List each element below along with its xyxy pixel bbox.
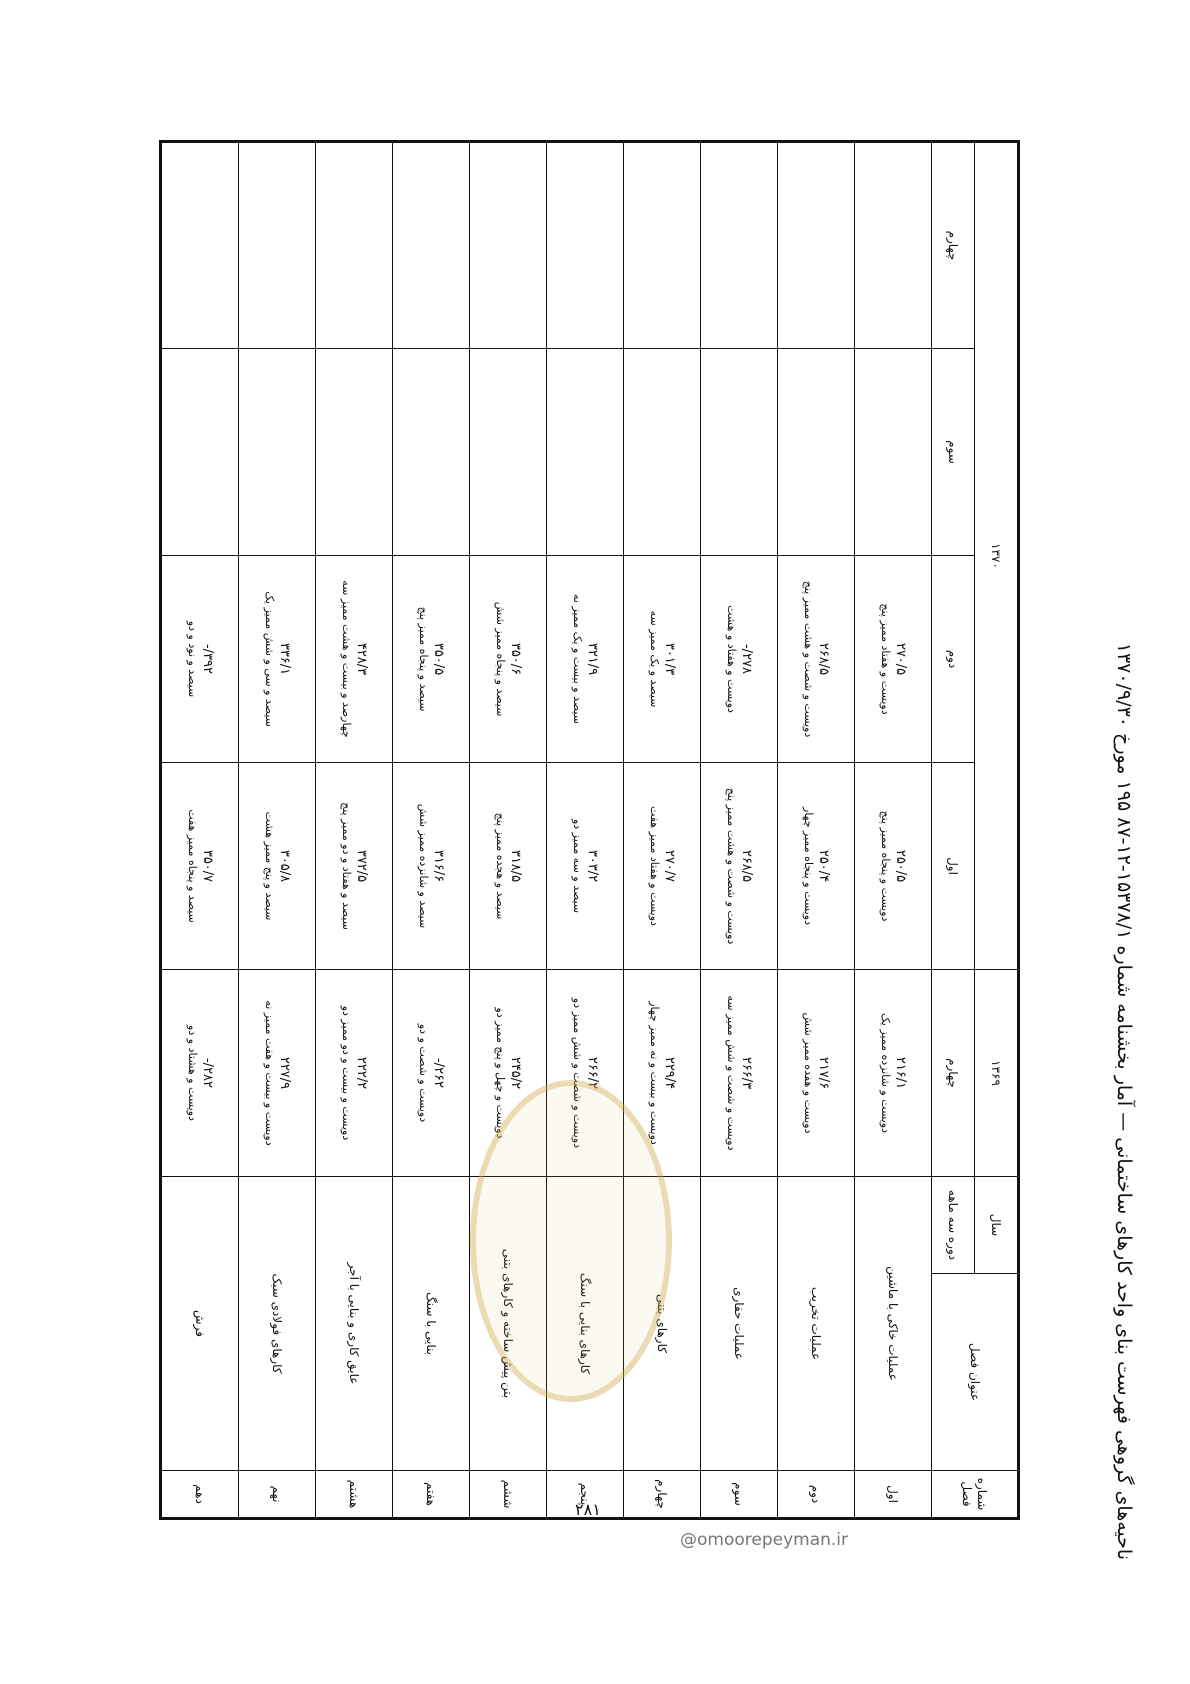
cell-empty [239, 349, 316, 556]
cell-value [701, 970, 778, 1177]
cell-value [316, 763, 393, 970]
row-number: سوم [701, 1471, 778, 1519]
header-quarter-label: دوره سه ماهه [932, 1177, 975, 1274]
value-number: ۳۷۲/۵ [354, 849, 369, 883]
value-number: ۳۲۱/۹ [585, 642, 600, 676]
cell-value [161, 970, 239, 1177]
cell-value [393, 556, 470, 763]
value-words: سیصد و سی و شش ممیز یک [262, 591, 276, 727]
value-words: دویست و بیست و هفت ممیز نه [262, 1000, 276, 1146]
header-year-1369: ۱۳۶۹ [975, 970, 1019, 1177]
value-words: سیصد و پنجاه ممیز شش [493, 601, 507, 717]
cell-empty [701, 142, 778, 349]
value-number: ۲۷۰/۵ [893, 642, 908, 676]
value-words: سیصد و شانزده ممیز شش [416, 803, 430, 929]
value-number: ۲۶۶/۲ [585, 1056, 600, 1090]
value-number: ۳۰۱/۳ [662, 642, 677, 676]
header-row-years [975, 142, 1019, 1519]
row-number: دهم [161, 1471, 239, 1519]
value-words: دویست و شصت و شش ممیز دو [570, 997, 584, 1149]
value-words: دویست و شصت و دو [416, 1023, 430, 1123]
cell-value [855, 970, 932, 1177]
value-number: ۲۲۷/۹ [277, 1056, 292, 1090]
value-words: سیصد و پنجاه ممیز پنج [416, 606, 430, 712]
value-number: ۲۶۸/۵ [739, 849, 754, 883]
value-words: سیصد و بیست و یک ممیز نه [570, 594, 584, 724]
row-number: ششم [470, 1471, 547, 1519]
value-words: سیصد و یک ممیز سه [647, 610, 661, 708]
value-number: ۲۸۲/- [200, 1057, 215, 1089]
row-title: کارهای بتنی [624, 1177, 701, 1471]
value-number: ۳۰۵/۸ [277, 849, 292, 883]
cell-value [778, 763, 855, 970]
table-row [239, 142, 316, 1519]
cell-empty [701, 349, 778, 556]
value-words: دویست و بیست و نه ممیز چهار [647, 1001, 661, 1145]
row-number: هشتم [316, 1471, 393, 1519]
cell-empty [316, 349, 393, 556]
value-number: ۳۵۰/۵ [431, 642, 446, 676]
cell-value [470, 556, 547, 763]
rotated-document [100, 0, 1190, 1650]
value-words: سیصد و نود و دو [185, 620, 199, 698]
cell-value [778, 556, 855, 763]
cell-value [701, 763, 778, 970]
cell-empty [161, 142, 239, 349]
row-number: نهم [239, 1471, 316, 1519]
cell-value [161, 556, 239, 763]
cell-empty [547, 142, 624, 349]
value-number: ۳۵۰/۶ [508, 642, 523, 676]
cell-empty [855, 142, 932, 349]
row-title: کارهای بنایی با سنگ [547, 1177, 624, 1471]
value-words: سیصد و هجده ممیز پنج [493, 812, 507, 920]
cell-value [316, 970, 393, 1177]
cell-empty [393, 349, 470, 556]
table-row [701, 142, 778, 1519]
cell-empty [161, 349, 239, 556]
value-words: دویست و هفتاد ممیز پنج [878, 603, 892, 715]
value-words: دویست و پنجاه ممیز چهار [801, 807, 815, 925]
header-q-1370-4: چهارم [932, 142, 975, 349]
value-number: ۳۱۸/۵ [508, 849, 523, 883]
value-words: دویست و شانزده ممیز یک [878, 1012, 892, 1134]
header-q-1370-1: اول [932, 763, 975, 970]
header-chapter-title: عنوان فصل [932, 1274, 1019, 1471]
cell-empty [547, 349, 624, 556]
value-number: ۲۷۸/- [739, 643, 754, 675]
value-words: دویست و شصت و هشت ممیز پنج [801, 580, 815, 738]
row-title: فرش [161, 1177, 239, 1471]
cell-empty [778, 349, 855, 556]
cell-value [470, 763, 547, 970]
row-number: اول [855, 1471, 932, 1519]
cell-value [239, 556, 316, 763]
value-words: دویست و هفده ممیز شش [801, 1012, 815, 1134]
cell-empty [624, 349, 701, 556]
value-words: سیصد و هفتاد و دو ممیز پنج [339, 802, 353, 930]
value-words: دویست و چهل و پنج ممیز دو [493, 1007, 507, 1139]
value-number: ۲۶۲/- [431, 1057, 446, 1089]
cell-value [161, 763, 239, 970]
cell-value [778, 970, 855, 1177]
header-year-label [975, 1177, 1019, 1274]
cell-value [239, 970, 316, 1177]
value-number: ۳۱۶/۶ [431, 849, 446, 883]
table-row [393, 142, 470, 1519]
cell-value [624, 556, 701, 763]
watermark-seal [470, 1080, 672, 1402]
value-words: سیصد و سه ممیز دو [570, 818, 584, 914]
header-q-1369-4: چهارم [932, 970, 975, 1177]
cell-value [393, 970, 470, 1177]
header-q-1370-3: سوم [932, 349, 975, 556]
value-number: ۲۲۲/۲ [354, 1056, 369, 1090]
value-number: ۳۹۲/- [200, 643, 215, 675]
cell-empty [393, 142, 470, 349]
value-number: ۲۵۰/۵ [893, 849, 908, 883]
cell-value [701, 556, 778, 763]
table-row [855, 142, 932, 1519]
value-number: ۲۴۵/۲ [508, 1056, 523, 1090]
row-title: کارهای فولادی سبک [239, 1177, 316, 1471]
cell-value [624, 763, 701, 970]
row-number: چهارم [624, 1471, 701, 1519]
value-number: ۳۵۰/۷ [200, 849, 215, 883]
row-title: عایق کاری و بنایی با آجر [316, 1177, 393, 1471]
value-words: دویست و شصت و هشت ممیز پنج [724, 787, 738, 945]
cell-value [239, 763, 316, 970]
row-title: بنایی با سنگ [393, 1177, 470, 1471]
header-q-1370-2: دوم [932, 556, 975, 763]
value-number: ۲۲۹/۴ [662, 1056, 677, 1090]
value-words: دویست و بیست و دو ممیز دو [339, 1005, 353, 1141]
row-number: دوم [778, 1471, 855, 1519]
cell-empty [855, 349, 932, 556]
value-words: دویست و شصت و شش ممیز سه [724, 995, 738, 1151]
cell-value [855, 763, 932, 970]
row-number: پنجم [547, 1471, 624, 1519]
table-row [316, 142, 393, 1519]
document-caption: ناحیه‌های گروهی فهرست بنای واحد کارهای ساختمانی — آمار بخشنامه شماره ۱۵۳۷۸/۱-۱۲-۸۷ ۱۹۵ مورخ ۱۳۷۰/۹/۳۰ [1113, 642, 1135, 1560]
value-words: چهارصد و بیست و هشت ممیز سه [339, 580, 353, 738]
year-label-text: سال [989, 1213, 1004, 1237]
cell-empty [778, 142, 855, 349]
value-words: سیصد و پنجاه ممیز هفت [185, 809, 199, 923]
value-number: ۲۷۰/۷ [662, 849, 677, 883]
row-title: عملیات حفاری [701, 1177, 778, 1471]
table-row [778, 142, 855, 1519]
row-title: عملیات خاکی با ماشین [855, 1177, 932, 1471]
value-number: ۲۶۶/۳ [739, 1056, 754, 1090]
cell-value [393, 763, 470, 970]
value-words: دویست و هفتاد ممیز هفت [647, 806, 661, 926]
value-words: دویست و پنجاه ممیز پنج [878, 810, 892, 922]
value-number: ۲۱۶/۱ [893, 1056, 908, 1090]
row-number: هفتم [393, 1471, 470, 1519]
value-words: سیصد و پنج ممیز هشت [262, 811, 276, 921]
cell-empty [470, 349, 547, 556]
value-words: دویست و هفتاد و هشت [724, 605, 738, 713]
cell-value [547, 556, 624, 763]
value-number: ۲۱۷/۶ [816, 1056, 831, 1090]
page-number: ۲۸۱ [575, 1500, 601, 1519]
footer-watermark: @omoorepeyman.ir [680, 1530, 849, 1550]
header-year-1370: ۱۳۷۰ [975, 142, 1019, 970]
cell-value [855, 556, 932, 763]
cell-empty [239, 142, 316, 349]
row-title: عملیات تخریب [778, 1177, 855, 1471]
cell-empty [624, 142, 701, 349]
value-number: ۲۵۰/۴ [816, 849, 831, 883]
value-number: ۳۳۶/۱ [277, 642, 292, 676]
header-chapter-number: شماره فصل [932, 1471, 1019, 1519]
value-words: دویست و هشتاد و دو [185, 1025, 199, 1121]
value-number: ۴۲۸/۳ [354, 642, 369, 676]
cell-empty [316, 142, 393, 349]
cell-value [316, 556, 393, 763]
cell-value [547, 763, 624, 970]
row-title: بتن پیش ساخته و کارهای بتنی [470, 1177, 547, 1471]
value-number: ۳۰۳/۲ [585, 849, 600, 883]
table-row [161, 142, 239, 1519]
cell-empty [470, 142, 547, 349]
value-number: ۲۶۸/۵ [816, 642, 831, 676]
